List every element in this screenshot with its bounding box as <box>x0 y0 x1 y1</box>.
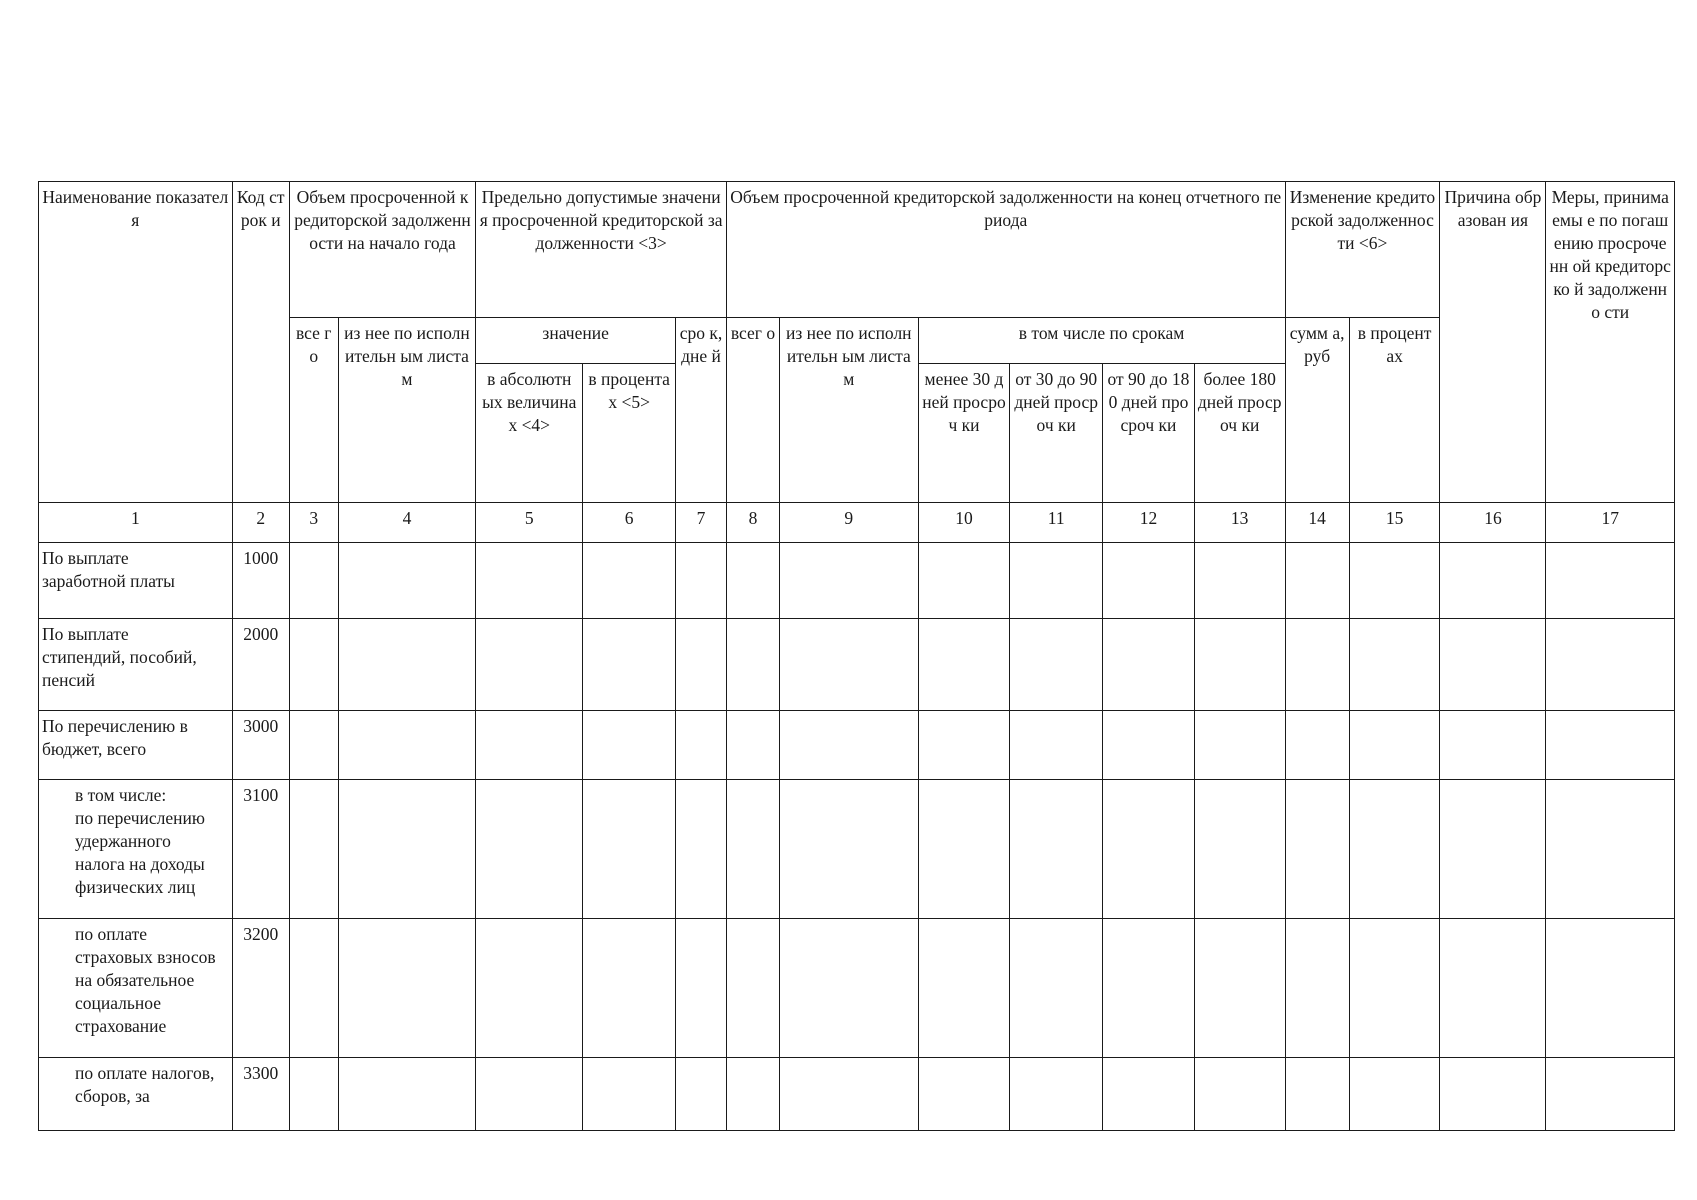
data-cell-col-15[interactable] <box>1349 780 1440 919</box>
data-cell-col-6[interactable] <box>583 1058 676 1131</box>
row-name-line: заработной платы <box>42 571 175 591</box>
data-cell-col-17[interactable] <box>1546 780 1675 919</box>
header-volume-start-total: все го <box>289 318 338 503</box>
data-cell-col-11[interactable] <box>1010 711 1103 780</box>
data-cell-col-12[interactable] <box>1103 619 1195 711</box>
data-cell-col-14[interactable] <box>1285 543 1349 619</box>
data-cell-col-3[interactable] <box>289 619 338 711</box>
column-number: 17 <box>1546 503 1675 543</box>
header-term-gt180: более 180 дней просроч ки <box>1194 364 1285 503</box>
data-cell-col-9[interactable] <box>779 619 918 711</box>
header-limit-values: Предельно допустимые значения просроченной кредиторской задолженности <3> <box>476 182 727 318</box>
data-cell-col-10[interactable] <box>918 619 1010 711</box>
data-cell-col-6[interactable] <box>583 919 676 1058</box>
row-name-line: по оплате <box>75 924 148 944</box>
data-cell-col-15[interactable] <box>1349 1058 1440 1131</box>
data-cell-col-10[interactable] <box>918 711 1010 780</box>
table-row <box>39 1058 1675 1131</box>
data-cell-col-14[interactable] <box>1285 1058 1349 1131</box>
column-number: 12 <box>1103 503 1195 543</box>
data-cell-col-10[interactable] <box>918 919 1010 1058</box>
data-cell-col-3[interactable] <box>289 711 338 780</box>
row-line-code: 3200 <box>232 919 289 1058</box>
data-cell-col-5[interactable] <box>476 780 583 919</box>
header-line-code: Код строк и <box>232 182 289 503</box>
table-row <box>39 543 1675 619</box>
row-indicator-name <box>39 1058 233 1131</box>
header-limit-absolute: в абсолютн ых величинах <4> <box>476 364 583 503</box>
row-line-code: 3300 <box>232 1058 289 1131</box>
data-cell-col-8[interactable] <box>726 711 779 780</box>
data-cell-col-11[interactable] <box>1010 780 1103 919</box>
table-row <box>39 919 1675 1058</box>
data-cell-col-12[interactable] <box>1103 543 1195 619</box>
header-limit-term: сро к, дне й <box>676 318 727 503</box>
data-cell-col-3[interactable] <box>289 1058 338 1131</box>
header-volume-end-writs: из нее по исполнительн ым листам <box>779 318 918 503</box>
data-cell-col-9[interactable] <box>779 711 918 780</box>
data-cell-col-6[interactable] <box>583 619 676 711</box>
column-numbers-row <box>39 503 1675 543</box>
data-cell-col-3[interactable] <box>289 543 338 619</box>
data-cell-col-17[interactable] <box>1546 919 1675 1058</box>
header-volume-start: Объем просроченной кредиторской задолженности на начало года <box>289 182 476 318</box>
data-cell-col-7[interactable] <box>676 711 727 780</box>
column-number: 9 <box>779 503 918 543</box>
data-cell-col-4[interactable] <box>338 543 476 619</box>
report-sheet <box>38 181 1675 1131</box>
data-cell-col-10[interactable] <box>918 543 1010 619</box>
data-cell-col-7[interactable] <box>676 919 727 1058</box>
data-cell-col-6[interactable] <box>583 780 676 919</box>
header-volume-end: Объем просроченной кредиторской задолженности на конец отчетного периода <box>726 182 1285 318</box>
data-cell-col-12[interactable] <box>1103 780 1195 919</box>
data-cell-col-8[interactable] <box>726 919 779 1058</box>
data-cell-col-12[interactable] <box>1103 1058 1195 1131</box>
data-cell-col-4[interactable] <box>338 1058 476 1131</box>
header-reason: Причина образован ия <box>1440 182 1546 503</box>
data-cell-col-16[interactable] <box>1440 780 1546 919</box>
overdue-payables-table <box>38 181 1675 1131</box>
column-number: 4 <box>338 503 476 543</box>
row-name-line: в том числе: <box>75 785 167 805</box>
row-name-line: на обязательное <box>75 970 195 990</box>
data-cell-col-13[interactable] <box>1194 1058 1285 1131</box>
table-row <box>39 711 1675 780</box>
table-row <box>39 780 1675 919</box>
data-cell-col-14[interactable] <box>1285 619 1349 711</box>
data-cell-col-10[interactable] <box>918 780 1010 919</box>
column-number: 16 <box>1440 503 1546 543</box>
row-line-code: 3100 <box>232 780 289 919</box>
row-name-line: страховых взносов <box>75 947 216 967</box>
data-cell-col-7[interactable] <box>676 619 727 711</box>
data-cell-col-7[interactable] <box>676 1058 727 1131</box>
header-indicator-name: Наименование показателя <box>39 182 233 503</box>
data-cell-col-8[interactable] <box>726 1058 779 1131</box>
data-rows <box>39 543 1675 1131</box>
data-cell-col-13[interactable] <box>1194 919 1285 1058</box>
column-number: 10 <box>918 503 1010 543</box>
column-number: 2 <box>232 503 289 543</box>
column-number: 8 <box>726 503 779 543</box>
row-indicator-name <box>39 543 233 619</box>
data-cell-col-13[interactable] <box>1194 619 1285 711</box>
data-cell-col-4[interactable] <box>338 919 476 1058</box>
header-measures: Меры, принимаемы е по погашению просроченн ой кредиторско й задолженно сти <box>1546 182 1675 503</box>
header-change-sum: сумм а, руб <box>1285 318 1349 503</box>
column-number: 15 <box>1349 503 1440 543</box>
row-name-line: бюджет, всего <box>42 739 147 759</box>
data-cell-col-15[interactable] <box>1349 619 1440 711</box>
row-name-line: пенсий <box>42 670 95 690</box>
row-name-line: физических лиц <box>75 877 196 897</box>
header-term-lt30: менее 30 дней просроч ки <box>918 364 1010 503</box>
data-cell-col-17[interactable] <box>1546 1058 1675 1131</box>
data-cell-col-15[interactable] <box>1349 919 1440 1058</box>
data-cell-col-14[interactable] <box>1285 780 1349 919</box>
row-name-line: По выплате <box>42 624 129 644</box>
row-name-line: по оплате налогов, <box>75 1063 215 1083</box>
data-cell-col-4[interactable] <box>338 619 476 711</box>
data-cell-col-12[interactable] <box>1103 711 1195 780</box>
row-indicator-name <box>39 711 233 780</box>
row-name-line: по перечислению <box>75 808 205 828</box>
data-cell-col-3[interactable] <box>289 780 338 919</box>
column-number: 7 <box>676 503 727 543</box>
row-line-code: 2000 <box>232 619 289 711</box>
data-cell-col-8[interactable] <box>726 619 779 711</box>
data-cell-col-15[interactable] <box>1349 543 1440 619</box>
data-cell-col-9[interactable] <box>779 1058 918 1131</box>
row-name-line: сборов, за <box>75 1086 150 1106</box>
data-cell-col-16[interactable] <box>1440 919 1546 1058</box>
header-change-percent: в процент ах <box>1349 318 1440 503</box>
data-cell-col-11[interactable] <box>1010 619 1103 711</box>
header-term-30-90: от 30 до 90 дней просроч ки <box>1010 364 1103 503</box>
data-cell-col-16[interactable] <box>1440 619 1546 711</box>
row-name-line: По выплате <box>42 548 129 568</box>
row-line-code: 3000 <box>232 711 289 780</box>
row-name-line: По перечислению в <box>42 716 188 736</box>
data-cell-col-11[interactable] <box>1010 543 1103 619</box>
data-cell-col-7[interactable] <box>676 543 727 619</box>
data-cell-col-11[interactable] <box>1010 919 1103 1058</box>
data-cell-col-13[interactable] <box>1194 780 1285 919</box>
data-cell-col-14[interactable] <box>1285 711 1349 780</box>
row-name-line: стипендий, пособий, <box>42 647 197 667</box>
data-cell-col-17[interactable] <box>1546 619 1675 711</box>
table-row <box>39 619 1675 711</box>
column-number: 3 <box>289 503 338 543</box>
column-number: 5 <box>476 503 583 543</box>
column-number: 14 <box>1285 503 1349 543</box>
data-cell-col-3[interactable] <box>289 919 338 1058</box>
header-limit-value: значение <box>476 318 676 364</box>
data-cell-col-17[interactable] <box>1546 711 1675 780</box>
data-cell-col-15[interactable] <box>1349 711 1440 780</box>
row-indicator-name <box>39 919 233 1058</box>
data-cell-col-12[interactable] <box>1103 919 1195 1058</box>
data-cell-col-4[interactable] <box>338 711 476 780</box>
row-name-line: налога на доходы <box>75 854 205 874</box>
data-cell-col-8[interactable] <box>726 780 779 919</box>
data-cell-col-5[interactable] <box>476 711 583 780</box>
data-cell-col-16[interactable] <box>1440 711 1546 780</box>
data-cell-col-16[interactable] <box>1440 1058 1546 1131</box>
data-cell-col-16[interactable] <box>1440 543 1546 619</box>
column-number: 11 <box>1010 503 1103 543</box>
header-volume-end-total: всег о <box>726 318 779 503</box>
data-cell-col-11[interactable] <box>1010 1058 1103 1131</box>
row-name-line: социальное <box>75 993 161 1013</box>
row-indicator-name <box>39 780 233 919</box>
data-cell-col-10[interactable] <box>918 1058 1010 1131</box>
data-cell-col-5[interactable] <box>476 1058 583 1131</box>
data-cell-col-4[interactable] <box>338 780 476 919</box>
header-volume-start-writs: из нее по исполнительн ым листам <box>338 318 476 503</box>
data-cell-col-5[interactable] <box>476 619 583 711</box>
data-cell-col-14[interactable] <box>1285 919 1349 1058</box>
data-cell-col-8[interactable] <box>726 543 779 619</box>
data-cell-col-17[interactable] <box>1546 543 1675 619</box>
column-number: 1 <box>39 503 233 543</box>
header-by-terms: в том числе по срокам <box>918 318 1285 364</box>
data-cell-col-9[interactable] <box>779 780 918 919</box>
data-cell-col-13[interactable] <box>1194 711 1285 780</box>
row-indicator-name <box>39 619 233 711</box>
data-cell-col-9[interactable] <box>779 543 918 619</box>
column-number: 13 <box>1194 503 1285 543</box>
data-cell-col-9[interactable] <box>779 919 918 1058</box>
header-limit-percent: в процента х <5> <box>583 364 676 503</box>
header-change: Изменение кредиторской задолженности <6> <box>1285 182 1440 318</box>
data-cell-col-5[interactable] <box>476 919 583 1058</box>
row-name-line: страхование <box>75 1016 167 1036</box>
data-cell-col-6[interactable] <box>583 543 676 619</box>
data-cell-col-13[interactable] <box>1194 543 1285 619</box>
row-name-line: удержанного <box>75 831 171 851</box>
column-number: 6 <box>583 503 676 543</box>
data-cell-col-5[interactable] <box>476 543 583 619</box>
data-cell-col-6[interactable] <box>583 711 676 780</box>
header-term-90-180: от 90 до 180 дней просроч ки <box>1103 364 1195 503</box>
row-line-code: 1000 <box>232 543 289 619</box>
data-cell-col-7[interactable] <box>676 780 727 919</box>
